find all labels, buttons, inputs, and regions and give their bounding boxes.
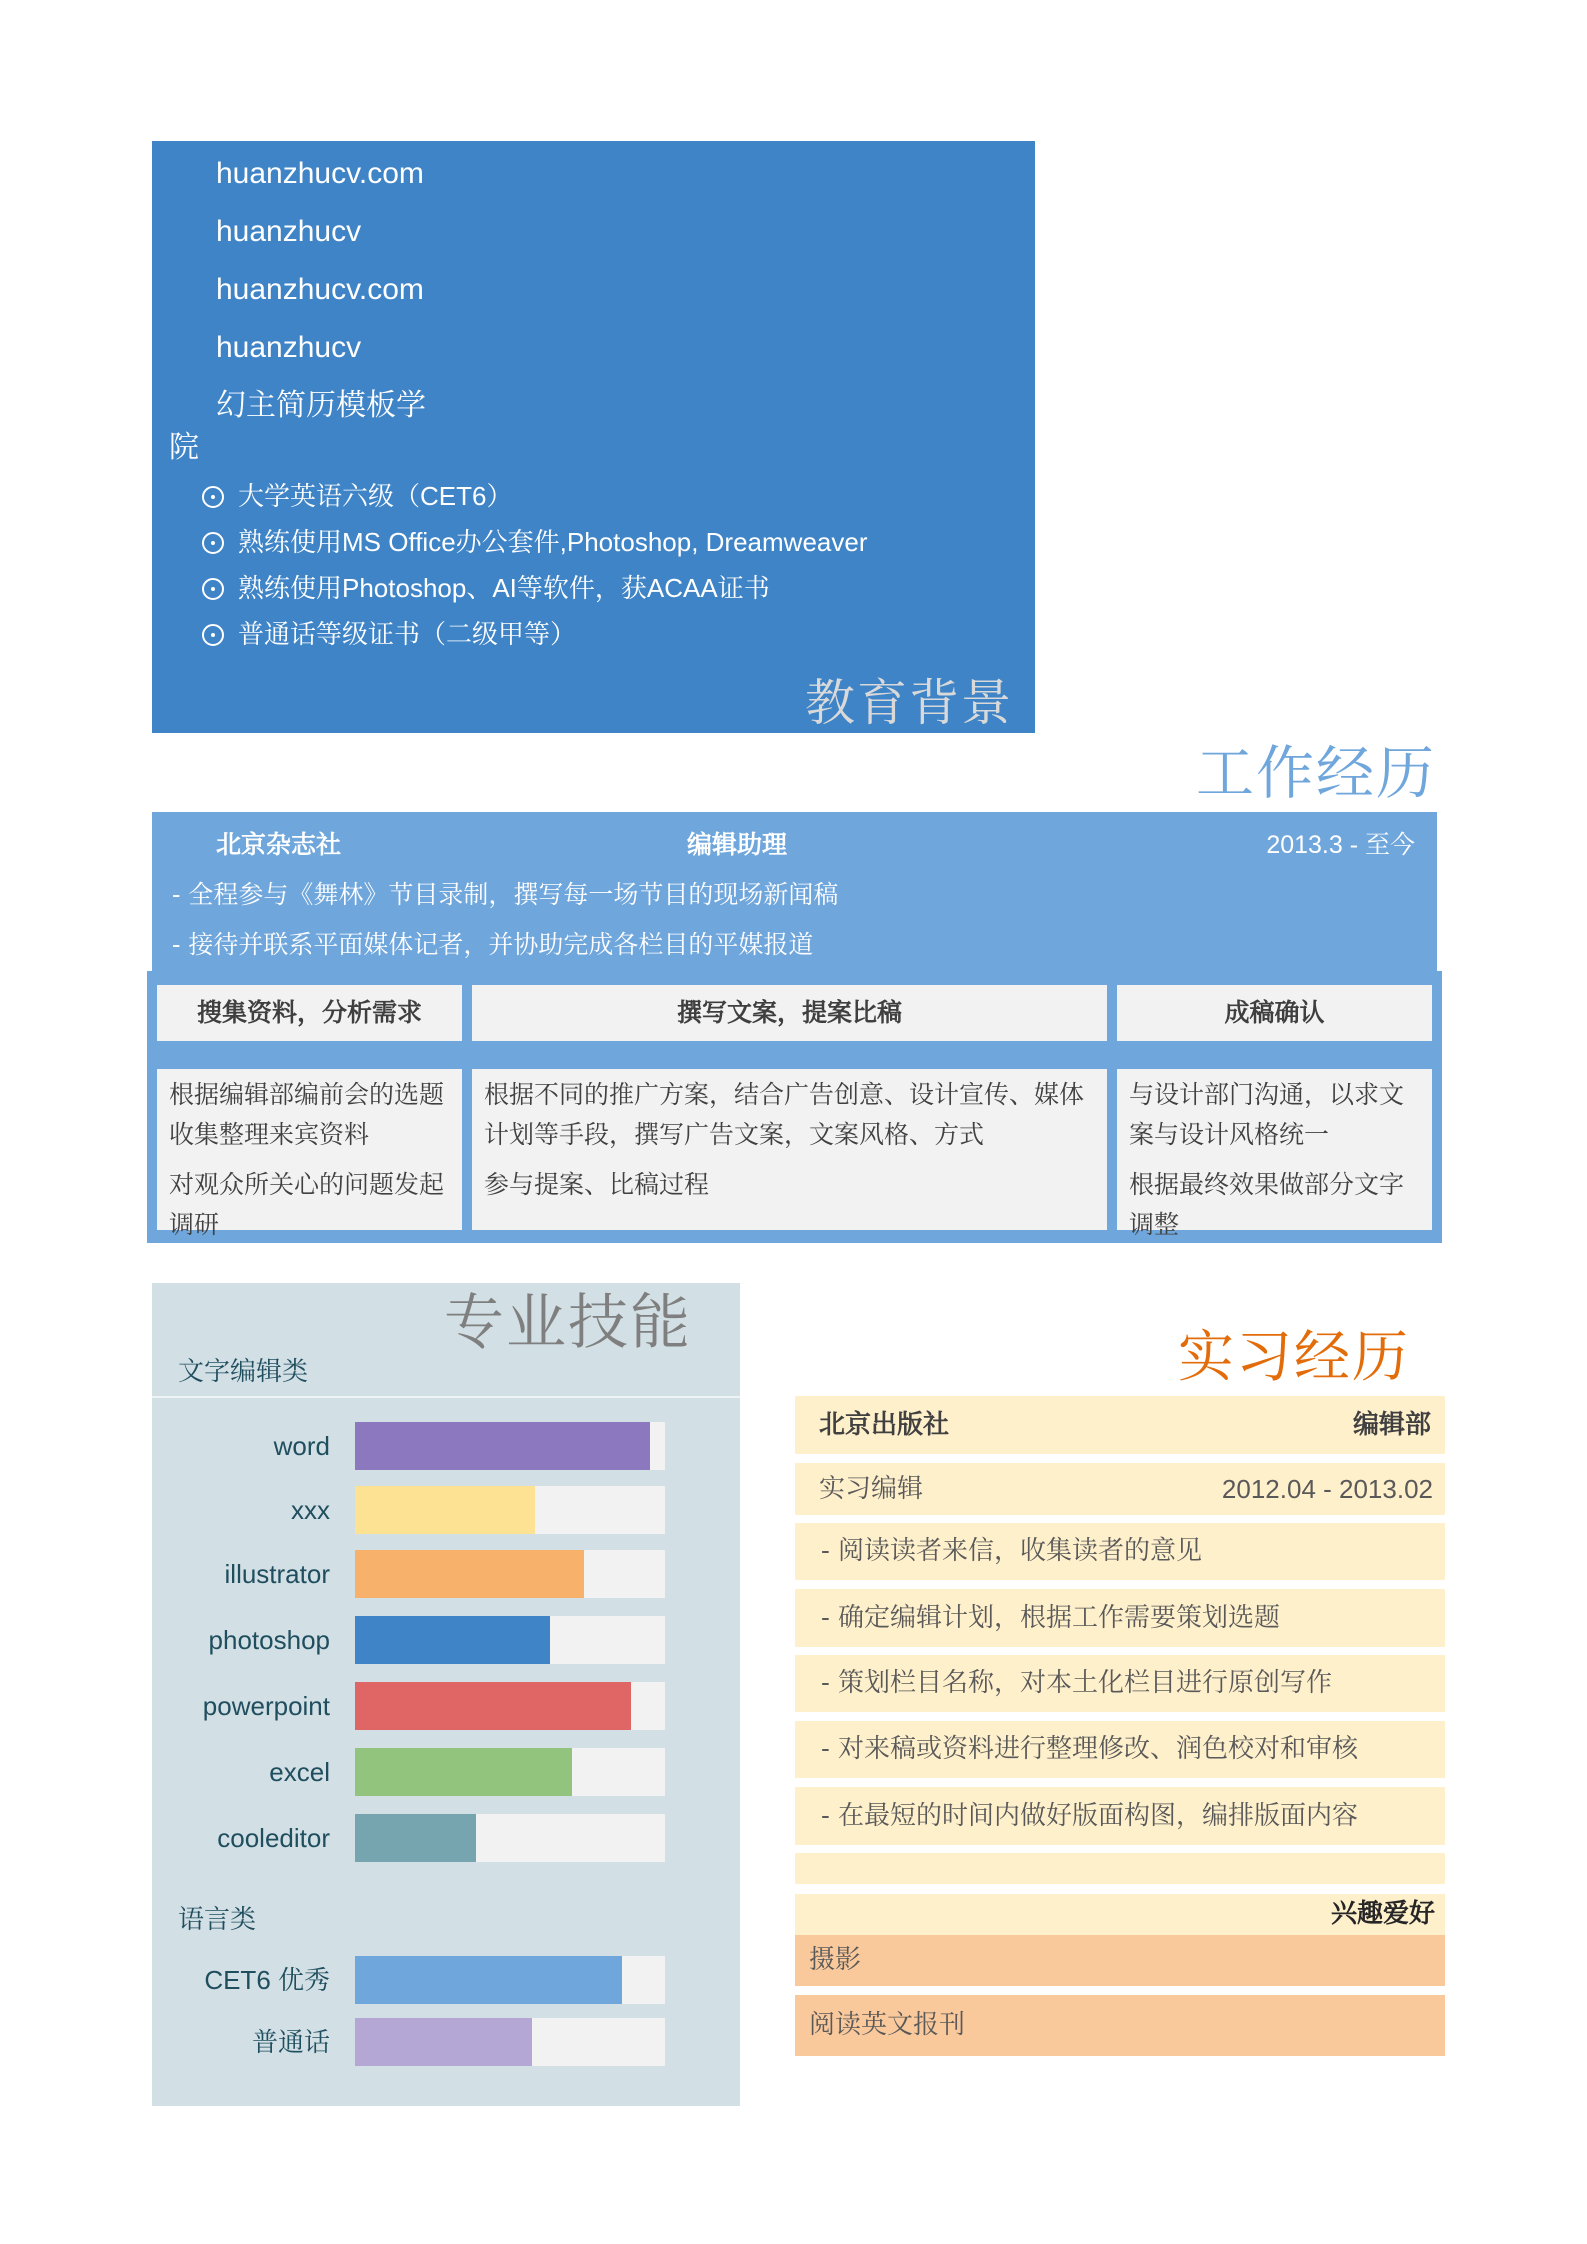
skill-label: CET6 优秀	[204, 1965, 330, 1995]
contact-school-wrap: 院	[169, 430, 199, 465]
skill-label: word	[273, 1431, 330, 1461]
education-section-title: 教育背景	[805, 674, 1013, 732]
skill-row	[152, 1422, 740, 1470]
skill-row	[152, 1616, 740, 1664]
skill-bar-track	[355, 2018, 665, 2066]
circle-dot-bullet-icon	[202, 624, 224, 646]
skill-category-language: 语言类	[178, 1905, 257, 1935]
contact-website: huanzhucv.com	[216, 157, 424, 190]
skill-bar-track	[355, 1956, 665, 2004]
contact-email: huanzhucv.com	[216, 273, 424, 306]
table-header-copywriting: 撰写文案，提案比稿	[472, 985, 1107, 1041]
internship-bullet: - 确定编辑计划，根据工作需要策划选题	[795, 1589, 1445, 1647]
internship-company-row	[795, 1396, 1445, 1454]
skill-bar-fill	[355, 1550, 584, 1598]
skill-label: excel	[269, 1757, 330, 1787]
internship-bullet: - 策划栏目名称，对本土化栏目进行原创写作	[795, 1655, 1445, 1712]
skill-row	[152, 1814, 740, 1862]
internship-spacer-row	[795, 1853, 1445, 1884]
skill-label: powerpoint	[202, 1691, 330, 1721]
circle-dot-bullet-icon	[202, 532, 224, 554]
skill-bar-fill	[355, 1422, 650, 1470]
skill-bar-track	[355, 1682, 665, 1730]
certificate-item: 普通话等级证书（二级甲等）	[202, 617, 576, 651]
skill-bar-track	[355, 1422, 665, 1470]
work-process-table	[147, 971, 1442, 1243]
skill-label: 普通话	[251, 2027, 330, 2057]
skill-row	[152, 2018, 740, 2066]
skill-bar-fill	[355, 1682, 631, 1730]
certificate-item: 熟练使用MS Office办公套件,Photoshop, Dreamweaver	[202, 525, 868, 559]
skill-bar-track	[355, 1748, 665, 1796]
hobbies-section-title: 兴趣爱好	[1330, 1899, 1435, 1929]
internship-department: 编辑部	[1352, 1410, 1431, 1440]
certificate-item: 大学英语六级（CET6）	[202, 479, 512, 513]
skill-label: cooleditor	[217, 1823, 330, 1853]
internship-date: 2012.04 - 2013.02	[1221, 1474, 1433, 1504]
skill-bar-track	[355, 1814, 665, 1862]
divider	[152, 1396, 740, 1398]
skill-label: photoshop	[208, 1625, 330, 1655]
hobby-item: 阅读英文报刊	[795, 1995, 1445, 2056]
contact-wechat: huanzhucv	[216, 215, 362, 248]
skill-category-text-editing: 文字编辑类	[178, 1357, 309, 1387]
skill-bar-fill	[355, 1616, 550, 1664]
skill-row	[152, 1486, 740, 1534]
internship-company: 北京出版社	[819, 1410, 950, 1440]
work-date: 2013.3 - 至今	[1266, 831, 1415, 859]
circle-dot-bullet-icon	[202, 486, 224, 508]
circle-dot-bullet-icon	[202, 578, 224, 600]
work-section-title: 工作经历	[1196, 739, 1437, 807]
internship-bullet: - 阅读读者来信，收集读者的意见	[795, 1523, 1445, 1580]
skill-bar-track	[355, 1550, 665, 1598]
contact-school: 幻主简历模板学	[216, 388, 426, 423]
skill-row	[152, 1956, 740, 2004]
certificate-item: 熟练使用Photoshop、AI等软件，获ACAA证书	[202, 571, 770, 605]
work-header	[152, 812, 1437, 974]
skill-label: illustrator	[224, 1559, 330, 1589]
skill-bar-track	[355, 1616, 665, 1664]
internship-bullet: - 在最短的时间内做好版面构图，编排版面内容	[795, 1787, 1445, 1845]
work-role: 编辑助理	[687, 830, 788, 859]
skill-row	[152, 1748, 740, 1796]
hobbies-header-row	[795, 1894, 1445, 1935]
skill-label: xxx	[291, 1495, 330, 1525]
skill-row	[152, 1682, 740, 1730]
skill-bar-track	[355, 1486, 665, 1534]
table-cell-confirm: 与设计部门沟通，以求文案与设计风格统一 根据最终效果做部分文字调整	[1117, 1069, 1432, 1230]
work-bullet: - 全程参与《舞林》节目录制，撰写每一场节目的现场新闻稿	[172, 880, 839, 909]
skill-row	[152, 1550, 740, 1598]
table-header-research: 搜集资料，分析需求	[157, 985, 462, 1041]
table-header-confirm: 成稿确认	[1117, 985, 1432, 1041]
internship-bullet: - 对来稿或资料进行整理修改、润色校对和审核	[795, 1721, 1445, 1778]
table-cell-copywriting: 根据不同的推广方案，结合广告创意、设计宣传、媒体计划等手段，撰写广告文案，文案风格、方式 参与提案、比稿过程	[472, 1069, 1107, 1230]
skills-section-title: 专业技能	[444, 1288, 692, 1358]
skills-panel	[152, 1283, 740, 2106]
hobby-item: 摄影	[795, 1935, 1445, 1986]
education-panel	[152, 141, 1035, 733]
contact-qq: huanzhucv	[216, 331, 362, 364]
internship-section-title: 实习经历	[1178, 1325, 1410, 1390]
internship-position: 实习编辑	[819, 1474, 924, 1504]
skill-bar-fill	[355, 1486, 535, 1534]
skill-bar-fill	[355, 2018, 532, 2066]
table-cell-research: 根据编辑部编前会的选题收集整理来宾资料 对观众所关心的问题发起调研	[157, 1069, 462, 1230]
skill-bar-fill	[355, 1956, 622, 2004]
work-bullet: - 接待并联系平面媒体记者，并协助完成各栏目的平媒报道	[172, 930, 814, 959]
skill-bar-fill	[355, 1748, 572, 1796]
internship-position-row	[795, 1463, 1445, 1515]
work-company: 北京杂志社	[216, 830, 342, 859]
skill-bar-fill	[355, 1814, 476, 1862]
